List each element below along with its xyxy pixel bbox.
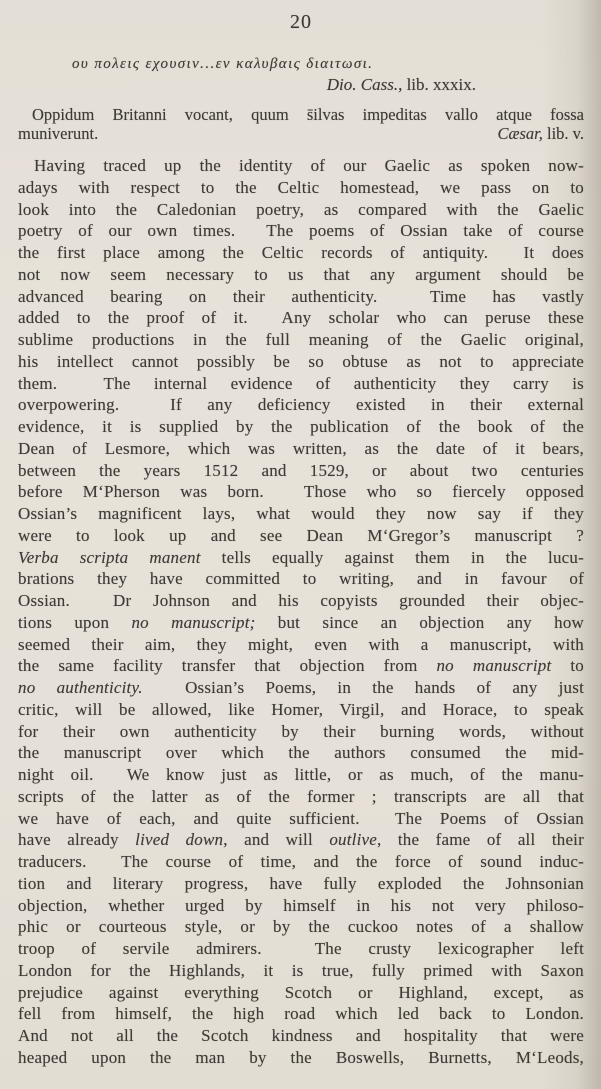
body-line-segment: have already	[18, 830, 136, 850]
body-line	[18, 416, 584, 438]
body-line-segment: fell from himself, the high road which led back to London.	[18, 1004, 584, 1024]
body-line	[18, 786, 584, 808]
body-line-segment: London for the Highlands, it is true, fully primed with Saxon	[18, 960, 584, 980]
latin-quote	[18, 105, 584, 143]
body-line	[18, 742, 584, 764]
body-line-segment: look into the Caledonian poetry, as compared with the Gaelic	[18, 199, 584, 219]
body-line-segment: troop of servile admirers. The crusty lexicographer left	[18, 939, 584, 958]
body-line	[18, 612, 584, 634]
body-line	[18, 373, 584, 395]
body-line-segment: critic, will be allowed, like Homer, Virgil, and Horace, to speak	[18, 699, 584, 719]
body-line	[18, 1047, 584, 1069]
body-line-segment: , and will	[223, 830, 330, 850]
epigraph-citation-author: Dio. Cass.,	[326, 75, 403, 94]
body-line-segment: them. The internal evidence of authenticity they carry is	[18, 373, 584, 393]
body-line-segment: but since an objection any how	[255, 612, 584, 632]
body-line	[18, 1025, 584, 1047]
body-line-italic-segment: Verba scripta manent	[18, 547, 201, 567]
body-line	[18, 895, 584, 917]
body-line	[18, 547, 584, 569]
body-line-segment: the first place among the Celtic records of antiquity. It does	[18, 243, 584, 262]
body-line	[18, 329, 584, 351]
body-line-segment: Ossian’s Poems, in the hands of any just	[142, 678, 584, 697]
body-line	[18, 351, 584, 373]
body-line-segment: between the years 1512 and 1529, or about two centuries	[18, 460, 584, 480]
latin-quote-muniverunt: muniverunt.	[18, 124, 99, 143]
body-line-segment: his intellect cannot possibly be so obtuse as not to appreciate	[18, 351, 584, 371]
body-line	[18, 721, 584, 743]
body-line-segment: Having traced up the identity of our Gaelic as spoken now-	[34, 156, 584, 175]
body-line-segment: sublime productions in the full meaning of the Gaelic original,	[18, 330, 584, 349]
body-line-segment: prejudice against everything Scotch or Highland, except, as	[18, 982, 584, 1002]
body-line	[18, 764, 584, 786]
body-text	[18, 155, 584, 1069]
body-line-segment: poetry of our own times. The poems of Ossian take of course	[18, 221, 584, 241]
body-line-segment: objection, whether urged by himself in his not very philoso-	[18, 895, 584, 915]
body-line	[18, 829, 584, 851]
body-line-segment: Dean of Lesmore, which was written, as the date of it bears,	[18, 438, 584, 458]
body-line	[18, 438, 584, 460]
body-line-segment: Ossian’s magnificent lays, what would they now say if they	[18, 504, 584, 523]
body-line	[18, 808, 584, 830]
body-line-segment: scripts of the latter as of the former ; transcripts are all that	[18, 786, 584, 806]
body-line	[18, 155, 584, 177]
body-line	[18, 503, 584, 525]
body-line	[18, 525, 584, 547]
body-line	[18, 873, 584, 895]
epigraph-greek-quote: ου πολεις εχουσιν...εν καλυβαις διαιτωσι.	[72, 56, 374, 72]
body-line-segment: adays with respect to the Celtic homestead, we pass on to	[18, 177, 584, 197]
latin-quote-line2	[18, 124, 584, 143]
body-line-segment: added to the proof of it. Any scholar who can peruse these	[18, 308, 584, 328]
body-line	[18, 851, 584, 873]
latin-quote-citation-book: lib. v.	[542, 124, 584, 143]
body-line-italic-segment: lived down	[135, 830, 224, 850]
body-line	[18, 960, 584, 982]
body-line	[18, 916, 584, 938]
body-line	[18, 568, 584, 590]
body-line-segment: overpowering. If any deficiency existed in their external	[18, 395, 584, 415]
epigraph	[72, 55, 476, 95]
body-line-segment: brations they have committed to writing, and in favour of	[18, 569, 584, 589]
body-line	[18, 655, 584, 677]
body-line-segment: And not all the Scotch kindness and hospitality that were	[18, 1026, 584, 1045]
body-line	[18, 307, 584, 329]
epigraph-citation	[72, 75, 476, 95]
body-line-italic-segment: no manuscript;	[131, 612, 256, 632]
body-line-segment: before M‘Pherson was born. Those who so fiercely opposed	[18, 482, 584, 502]
body-line-segment: seemed their aim, they might, even with a manuscript, with	[18, 634, 584, 654]
body-line	[18, 1003, 584, 1025]
body-line-segment: were to look up and see Dean M‘Gregor’s manuscript ?	[18, 525, 584, 545]
body-line-segment: not now seem necessary to us that any argument should be	[18, 264, 584, 284]
body-line	[18, 699, 584, 721]
body-line-segment: Ossian. Dr Johnson and his copyists grounded their objec-	[18, 591, 584, 610]
latin-quote-line1: Oppidum Britanni vocant, quum s̄ilvas impeditas vallo atque fossa	[32, 105, 584, 124]
body-line	[18, 220, 584, 242]
body-line-segment: the manuscript over which the authors consumed the mid-	[18, 743, 584, 763]
body-line-italic-segment: no manuscript	[436, 656, 552, 676]
body-line	[18, 394, 584, 416]
page-number: 20	[290, 11, 312, 33]
body-line-segment: tion and literary progress, have fully exploded the Johnsonian	[18, 873, 584, 893]
body-line	[18, 938, 584, 960]
body-line	[18, 286, 584, 308]
body-line-segment: night oil. We know just as little, or as much, of the manu-	[18, 765, 584, 784]
body-line	[18, 481, 584, 503]
body-line-segment: to	[551, 656, 584, 676]
epigraph-citation-book: lib. xxxix.	[402, 75, 476, 94]
body-line-segment: the same facility transfer that objection from	[18, 656, 437, 676]
body-line-segment: tions upon	[18, 612, 132, 632]
body-line-segment: phic or courteous style, or by the cuckoo notes of a shallow	[18, 917, 584, 937]
body-line	[18, 460, 584, 482]
latin-quote-citation-author: Cæsar,	[497, 124, 543, 143]
body-line	[18, 242, 584, 264]
body-line-segment: for their own authenticity by their burning words, without	[18, 721, 584, 741]
body-line	[18, 199, 584, 221]
body-line-segment: we have of each, and quite sufficient. The Poems of Ossian	[18, 808, 584, 828]
body-line	[18, 264, 584, 286]
body-line-segment: advanced bearing on their authenticity. Time has vastly	[18, 286, 584, 306]
body-line-italic-segment: outlive	[329, 830, 377, 850]
body-line-italic-segment: no authenticity.	[18, 678, 143, 697]
body-line	[18, 982, 584, 1004]
latin-quote-citation	[497, 124, 584, 143]
body-line-segment: evidence, it is supplied by the publication of the book of the	[18, 417, 584, 436]
body-line	[18, 590, 584, 612]
body-line	[18, 634, 584, 656]
body-line-segment: tells equally against them in the lucu-	[200, 547, 584, 567]
body-line-segment: traducers. The course of time, and the force of sound induc-	[18, 852, 584, 871]
body-line	[18, 177, 584, 199]
body-line-segment: heaped upon the man by the Boswells, Burnetts, M‘Leods,	[18, 1047, 584, 1067]
body-line-segment: , the fame of all their	[377, 830, 584, 850]
body-line	[18, 677, 584, 699]
